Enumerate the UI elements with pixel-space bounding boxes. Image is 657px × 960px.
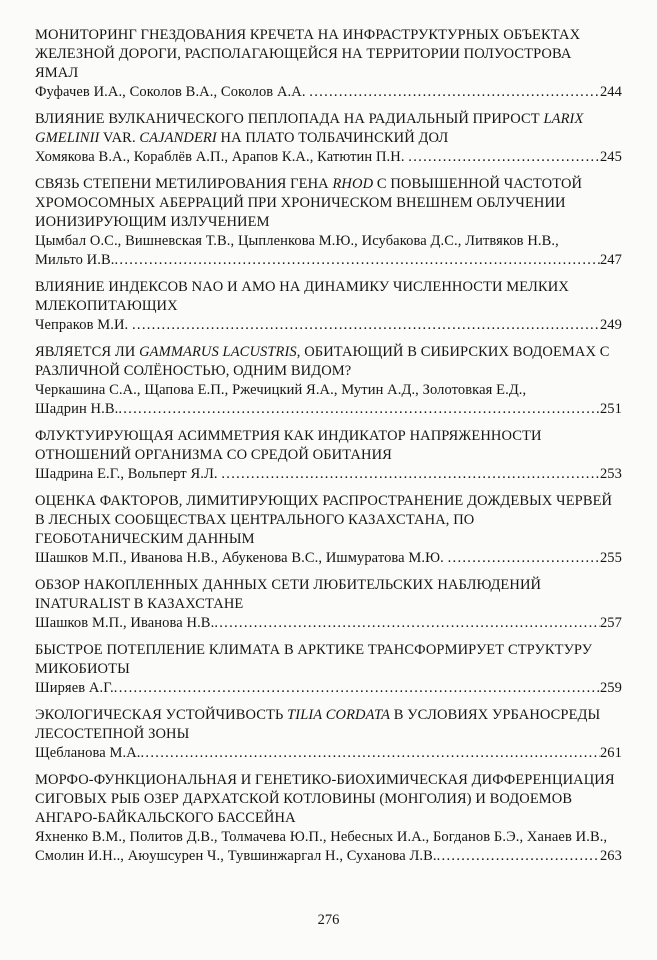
- entry-title-line: [35, 129, 622, 148]
- entry-authors-line: [35, 316, 622, 335]
- entry-authors-line: [35, 232, 622, 251]
- entry-authors-line: [35, 400, 622, 419]
- entry-authors-line: [35, 83, 622, 102]
- title-segment: В ЛЕСНЫХ СООБЩЕСТВАХ ЦЕНТРАЛЬНОГО КАЗАХСТАНА, ПО: [35, 512, 475, 528]
- entry-title-line: [35, 790, 622, 809]
- title-segment-italic: GMELINII: [35, 130, 100, 146]
- entry-title-line: [35, 64, 622, 83]
- title-segment: VAR.: [99, 130, 140, 146]
- entry-page-number: 261: [599, 745, 622, 761]
- toc-entry: [35, 110, 622, 167]
- entry-page-number: 257: [599, 615, 622, 631]
- title-segment: , ОБИТАЮЩИЙ В СИБИРСКИХ ВОДОЕМАХ С: [296, 344, 610, 360]
- entry-page-number: 259: [599, 680, 622, 696]
- title-segment: РАЗЛИЧНОЙ СОЛЁНОСТЬЮ, ОДНИМ ВИДОМ?: [35, 363, 352, 379]
- title-segment: ОЦЕНКА ФАКТОРОВ, ЛИМИТИРУЮЩИХ РАСПРОСТРАНЕНИЕ ДОЖДЕВЫХ ЧЕРВЕЙ: [35, 493, 613, 509]
- entry-title-line: [35, 576, 622, 595]
- authors-text: Шашков М.П., Иванова Н.В., Абукенова В.С., Ишмуратова М.Ю.: [35, 550, 448, 566]
- entry-title-line: [35, 809, 622, 828]
- authors-text: Фуфачев И.А., Соколов В.А., Соколов А.А.: [35, 84, 310, 100]
- entry-title-line: [35, 641, 622, 660]
- toc-entry: [35, 492, 622, 568]
- toc-entry: [35, 343, 622, 419]
- dot-leader: [437, 847, 600, 866]
- entry-title-line: [35, 26, 622, 45]
- authors-text: Смолин И.Н.., Аюушсурен Ч., Тувшинжаргал Н., Суханова Л.В.: [35, 848, 437, 864]
- title-segment: ОБЗОР НАКОПЛЕННЫХ ДАННЫХ СЕТИ ЛЮБИТЕЛЬСКИХ НАБЛЮДЕНИЙ: [35, 577, 542, 593]
- title-segment: ИОНИЗИРУЮЩИМ ИЗЛУЧЕНИЕМ: [35, 214, 270, 230]
- title-segment: ФЛУКТУИРУЮЩАЯ АСИММЕТРИЯ КАК ИНДИКАТОР НАПРЯЖЕННОСТИ: [35, 428, 542, 444]
- toc-entry: [35, 706, 622, 763]
- title-segment-italic: LARIX: [543, 111, 584, 127]
- title-segment: ВЛИЯНИЕ ВУЛКАНИЧЕСКОГО ПЕПЛОПАДА НА РАДИАЛЬНЫЙ ПРИРОСТ: [35, 111, 544, 127]
- footer-page-number: 276: [317, 912, 340, 928]
- toc-entry: [35, 427, 622, 484]
- title-segment: СВЯЗЬ СТЕПЕНИ МЕТИЛИРОВАНИЯ ГЕНА: [35, 176, 333, 192]
- title-segment: ЛЕСОСТЕПНОЙ ЗОНЫ: [35, 726, 190, 742]
- entry-page-number: 245: [599, 149, 622, 165]
- toc-entry: [35, 576, 622, 633]
- entry-page-number: 251: [599, 401, 622, 417]
- entry-title-line: [35, 110, 622, 129]
- dot-leader: [214, 614, 600, 633]
- entry-title-line: [35, 297, 622, 316]
- title-segment: МИКОБИОТЫ: [35, 661, 130, 677]
- authors-text: Шашков М.П., Иванова Н.В.: [35, 615, 215, 631]
- entry-title-line: [35, 343, 622, 362]
- title-segment: INATURALIST В КАЗАХСТАНЕ: [35, 596, 244, 612]
- entry-title-line: [35, 362, 622, 381]
- entry-authors-line: [35, 549, 622, 568]
- title-segment: МОРФО-ФУНКЦИОНАЛЬНАЯ И ГЕНЕТИКО-БИОХИМИЧЕСКАЯ ДИФФЕРЕНЦИАЦИЯ: [35, 772, 615, 788]
- authors-text: Шадрин Н.В.: [35, 401, 119, 417]
- authors-text: Шадрина Е.Г., Вольперт Я.Л.: [35, 466, 222, 482]
- title-segment: ЖЕЛЕЗНОЙ ДОРОГИ, РАСПОЛАГАЮЩЕЙСЯ НА ТЕРРИТОРИИ ПОЛУОСТРОВА: [35, 46, 572, 62]
- entry-authors-line: [35, 614, 622, 633]
- title-segment: АНГАРО-БАЙКАЛЬСКОГО БАССЕЙНА: [35, 810, 296, 826]
- title-segment: ЯМАЛ: [35, 65, 79, 81]
- entry-page-number: 263: [599, 848, 622, 864]
- title-segment: В УСЛОВИЯХ УРБАНОСРЕДЫ: [390, 707, 601, 723]
- dot-leader: [114, 679, 600, 698]
- entry-title-line: [35, 530, 622, 549]
- title-segment: МЛЕКОПИТАЮЩИХ: [35, 298, 178, 314]
- title-segment: СИГОВЫХ РЫБ ОЗЕР ДАРХАТСКОЙ КОТЛОВИНЫ (МОНГОЛИЯ) И ВОДОЕМОВ: [35, 791, 573, 807]
- entry-authors-line: [35, 744, 622, 763]
- title-segment: ВЛИЯНИЕ ИНДЕКСОВ NAO И AMO НА ДИНАМИКУ ЧИСЛЕННОСТИ МЕЛКИХ: [35, 279, 569, 295]
- dot-leader: [408, 148, 600, 167]
- authors-text: Мильто И.В.: [35, 252, 115, 268]
- title-segment-italic: CAJANDERI: [139, 130, 217, 146]
- entry-title-line: [35, 725, 622, 744]
- entry-authors-line: [35, 251, 622, 270]
- entry-title-line: [35, 213, 622, 232]
- page-footer: [0, 911, 657, 930]
- dot-leader: [309, 83, 600, 102]
- authors-text: Цымбал О.С., Вишневская Т.В., Цыпленкова М.Ю., Исубакова Д.С., Литвяков Н.В.,: [35, 233, 559, 249]
- dot-leader: [448, 549, 600, 568]
- entry-title-line: [35, 446, 622, 465]
- entry-authors-line: [35, 465, 622, 484]
- toc-entry: [35, 278, 622, 335]
- title-segment: С ПОВЫШЕННОЙ ЧАСТОТОЙ: [373, 176, 583, 192]
- authors-text: Щебланова М.А.: [35, 745, 141, 761]
- authors-text: Ширяев А.Г.: [35, 680, 114, 696]
- entry-title-line: [35, 492, 622, 511]
- entry-authors-line: [35, 148, 622, 167]
- dot-leader: [221, 465, 600, 484]
- entry-page-number: 249: [599, 317, 622, 333]
- toc-entry: [35, 641, 622, 698]
- title-segment: БЫСТРОЕ ПОТЕПЛЕНИЕ КЛИМАТА В АРКТИКЕ ТРАНСФОРМИРУЕТ СТРУКТУРУ: [35, 642, 593, 658]
- entry-page-number: 255: [599, 550, 622, 566]
- title-segment: МОНИТОРИНГ ГНЕЗДОВАНИЯ КРЕЧЕТА НА ИНФРАСТРУКТУРНЫХ ОБЪЕКТАХ: [35, 27, 581, 43]
- entry-title-line: [35, 511, 622, 530]
- entry-page-number: 244: [599, 84, 622, 100]
- entry-title-line: [35, 175, 622, 194]
- toc-entries: [35, 26, 622, 866]
- dot-leader: [141, 744, 600, 763]
- title-segment: ОТНОШЕНИЙ ОРГАНИЗМА СО СРЕДОЙ ОБИТАНИЯ: [35, 447, 392, 463]
- title-segment-italic: RHOD: [332, 176, 374, 192]
- entry-title-line: [35, 660, 622, 679]
- authors-text: Яхненко В.М., Политов Д.В., Толмачева Ю.П., Небесных И.А., Богданов Б.Э., Ханаев И.В.,: [35, 829, 608, 845]
- entry-page-number: 253: [599, 466, 622, 482]
- entry-title-line: [35, 706, 622, 725]
- toc-entry: [35, 26, 622, 102]
- entry-page-number: 247: [599, 252, 622, 268]
- title-segment: ГЕОБОТАНИЧЕСКИМ ДАННЫМ: [35, 531, 255, 547]
- title-segment-italic: TILIA CORDATA: [287, 707, 391, 723]
- authors-text: Чепраков М.И.: [35, 317, 132, 333]
- entry-title-line: [35, 427, 622, 446]
- entry-title-line: [35, 771, 622, 790]
- authors-text: Хомякова В.А., Кораблёв А.П., Арапов К.А., Катютин П.Н.: [35, 149, 409, 165]
- entry-authors-line: [35, 847, 622, 866]
- entry-authors-line: [35, 679, 622, 698]
- entry-title-line: [35, 194, 622, 213]
- toc-entry: [35, 175, 622, 270]
- entry-title-line: [35, 45, 622, 64]
- entry-authors-line: [35, 381, 622, 400]
- dot-leader: [114, 251, 599, 270]
- title-segment: ХРОМОСОМНЫХ АБЕРРАЦИЙ ПРИ ХРОНИЧЕСКОМ ВНЕШНЕМ ОБЛУЧЕНИИ: [35, 195, 566, 211]
- entry-title-line: [35, 278, 622, 297]
- entry-title-line: [35, 595, 622, 614]
- dot-leader: [118, 400, 600, 419]
- title-segment: НА ПЛАТО ТОЛБАЧИНСКИЙ ДОЛ: [216, 130, 449, 146]
- title-segment-italic: GAMMARUS LACUSTRIS: [139, 344, 297, 360]
- authors-text: Черкашина С.А., Щапова Е.П., Ржечицкий Я.А., Мутин А.Д., Золотовкая Е.Д.,: [35, 382, 527, 398]
- title-segment: ЭКОЛОГИЧЕСКАЯ УСТОЙЧИВОСТЬ: [35, 707, 288, 723]
- entry-authors-line: [35, 828, 622, 847]
- dot-leader: [132, 316, 600, 335]
- title-segment: ЯВЛЯЕТСЯ ЛИ: [35, 344, 140, 360]
- toc-entry: [35, 771, 622, 866]
